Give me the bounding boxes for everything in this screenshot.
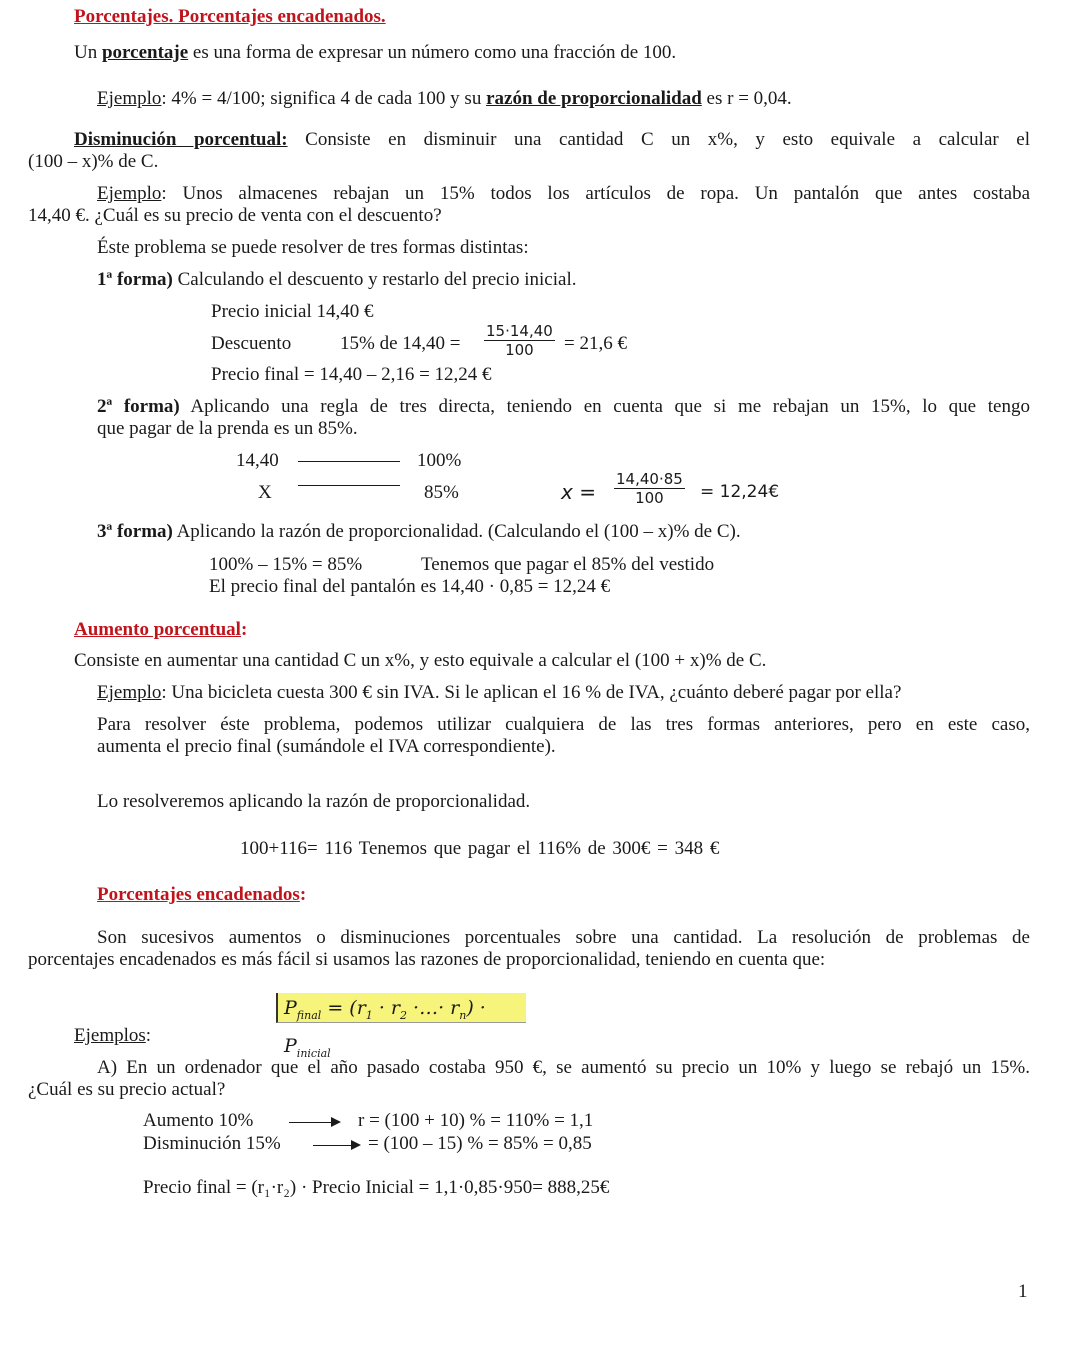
forma2-line2: que pagar de la prenda es un 85%.: [97, 418, 358, 439]
formula-mid: = (r: [321, 997, 366, 1019]
example1-text1: : 4% = 4/100; significa 4 de cada 100 y su: [161, 88, 487, 109]
aumento-example: [97, 682, 901, 704]
forma2-frac-num: 14,40·85: [616, 470, 683, 488]
ejemplos-dism-label: Disminución 15%: [143, 1133, 281, 1154]
forma2-r2-left: X: [258, 482, 272, 503]
ejemplos-label: Ejemplos: [74, 1025, 146, 1046]
formula-dots: ·…· r: [407, 997, 460, 1019]
ejemplos-colon: :: [145, 1025, 152, 1046]
forma1-precio-inicial: Precio inicial 14,40 €: [211, 301, 374, 322]
forma2-line1: [97, 396, 1030, 418]
forma1-text: Calculando el descuento y restarlo del precio inicial.: [172, 269, 577, 290]
disminucion-line1: [74, 129, 1030, 151]
page-title: Porcentajes. Porcentajes encadenados.: [74, 6, 386, 27]
aumento-calc: 100+116= 116 Tenemos que pagar el 116% de 300€ = 348 €: [240, 838, 720, 859]
formula-dot1: · r: [372, 997, 400, 1019]
forma1-precio-final: Precio final = 14,40 – 2,16 = 12,24 €: [211, 364, 492, 385]
example2-line3: Éste problema se puede resolver de tres formas distintas:: [97, 237, 529, 258]
example2-text: : Unos almacenes rebajan un 15% todos los artículos de ropa. Un pantalón que antes costaba: [161, 183, 1030, 204]
formula-close: ) · P: [284, 997, 486, 1057]
aumento-heading-colon: :: [240, 619, 248, 640]
forma2-r1-left: 14,40: [236, 450, 279, 471]
forma1-frac-den: 100: [505, 341, 534, 359]
formula-1: 1: [365, 1008, 373, 1022]
forma2-result: = 12,24€: [700, 482, 780, 502]
aumento-def: Consiste en aumentar una cantidad C un x%, y esto equivale a calcular el (100 + x)% de C.: [74, 650, 767, 671]
forma1-label: 1ª forma): [97, 269, 173, 290]
aumento-p1: Para resolver éste problema, podemos utilizar cualquiera de las tres formas anteriores, pero en este caso,: [97, 714, 1030, 735]
example1-term: razón de proporcionalidad: [486, 88, 702, 109]
aumento-p2: aumenta el precio final (sumándole el IVA correspondiente).: [97, 736, 556, 757]
ejemplos-a-line1: A) En un ordenador que el año pasado costaba 950 €, se aumentó su precio un 10% y luego se rebajó un 15%.: [97, 1057, 1030, 1078]
aumento-ex-text: : Una bicicleta cuesta 300 € sin IVA. Si le aplican el 16 % de IVA, ¿cuánto deberé pagar por ella?: [161, 682, 902, 703]
forma2-frac-den: 100: [635, 489, 664, 507]
forma3-label: 3ª forma): [97, 521, 173, 542]
ejemplos-aumento-calc: r = (100 + 10) % = 110% = 1,1: [358, 1110, 594, 1131]
formula-p: P: [284, 997, 297, 1019]
intro-post: es una forma de expresar un número como una fracción de 100.: [188, 42, 677, 63]
forma1-descuento-expr: 15% de 14,40 =: [340, 333, 461, 354]
aumento-heading: [74, 619, 247, 641]
intro-paragraph: [74, 42, 676, 64]
disminucion-label: Disminución porcentual:: [74, 129, 288, 150]
forma2-label: 2ª forma): [97, 396, 180, 417]
forma2-x-var: x =: [561, 480, 596, 504]
disminucion-text: Consiste en disminuir una cantidad C un x%, y esto equivale a calcular el: [287, 129, 1030, 150]
example2-line2: 14,40 €. ¿Cuál es su precio de venta con el descuento?: [28, 205, 442, 226]
ejemplos-aumento-label: Aumento 10%: [143, 1110, 254, 1131]
ejemplos-precio-final: Precio final = (r₁·r₂) · Precio Inicial = 1,1·0,85·950= 888,25€: [143, 1177, 610, 1198]
forma1-frac-num: 15·14,40: [486, 322, 553, 340]
forma2-r2-line: [298, 485, 400, 486]
forma1-heading: [97, 269, 576, 291]
encadenados-line2: porcentajes encadenados es más fácil si usamos las razones de proporcionalidad, teniendo en cuenta que:: [28, 949, 826, 970]
ejemplos-dism-calc: = (100 – 15) % = 85% = 0,85: [368, 1133, 592, 1154]
forma1-fraction: [484, 322, 555, 359]
forma1-descuento-result: = 21,6 €: [564, 333, 627, 354]
forma2-text: Aplicando una regla de tres directa, teniendo en cuenta que si me rebajan un 15%, lo que tengo: [179, 396, 1030, 417]
encadenados-formula: [276, 993, 526, 1060]
forma2-r1-right: 100%: [417, 450, 462, 471]
encadenados-line1: Son sucesivos aumentos o disminuciones porcentuales sobre una cantidad. La resolución de problemas de: [97, 927, 1030, 948]
formula-inicial: inicial: [296, 1046, 331, 1060]
forma2-r2-right: 85%: [424, 482, 459, 503]
arrow-right-icon: [289, 1122, 339, 1123]
formula-n: n: [459, 1008, 467, 1022]
forma2-fraction: [614, 470, 685, 507]
encadenados-heading-text: Porcentajes encadenados: [97, 884, 300, 905]
disminucion-line2: (100 – x)% de C.: [28, 151, 159, 172]
example2-label: Ejemplo: [97, 183, 162, 204]
ejemplos-a-line2: ¿Cuál es su precio actual?: [28, 1079, 226, 1100]
formula-final: final: [296, 1008, 322, 1022]
forma3-heading: [97, 521, 741, 543]
formula-2: 2: [400, 1008, 407, 1022]
example1-label: Ejemplo: [97, 88, 162, 109]
forma3-line1b: Tenemos que pagar el 85% del vestido: [421, 554, 715, 575]
aumento-p3: Lo resolveremos aplicando la razón de proporcionalidad.: [97, 791, 531, 812]
example1: [97, 88, 792, 110]
example2-line1: [97, 183, 1030, 205]
ejemplos-heading: [74, 1025, 151, 1047]
forma3-text: Aplicando la razón de proporcionalidad. (Calculando el (100 – x)% de C).: [172, 521, 741, 542]
page-number: 1: [1018, 1281, 1028, 1302]
forma1-descuento-label: Descuento: [211, 333, 292, 354]
intro-pre: Un: [74, 42, 102, 63]
encadenados-heading: [97, 884, 306, 906]
forma3-line1a: 100% – 15% = 85%: [209, 554, 363, 575]
intro-term: porcentaje: [101, 42, 189, 63]
forma2-r1-line: [298, 461, 400, 462]
example1-text2: es r = 0,04.: [701, 88, 792, 109]
encadenados-heading-colon: :: [299, 884, 307, 905]
aumento-heading-text: Aumento porcentual: [74, 619, 241, 640]
aumento-ex-label: Ejemplo: [97, 682, 162, 703]
forma3-line2: El precio final del pantalón es 14,40 · 0,85 = 12,24 €: [209, 576, 611, 597]
arrow-right-icon: [313, 1145, 359, 1146]
